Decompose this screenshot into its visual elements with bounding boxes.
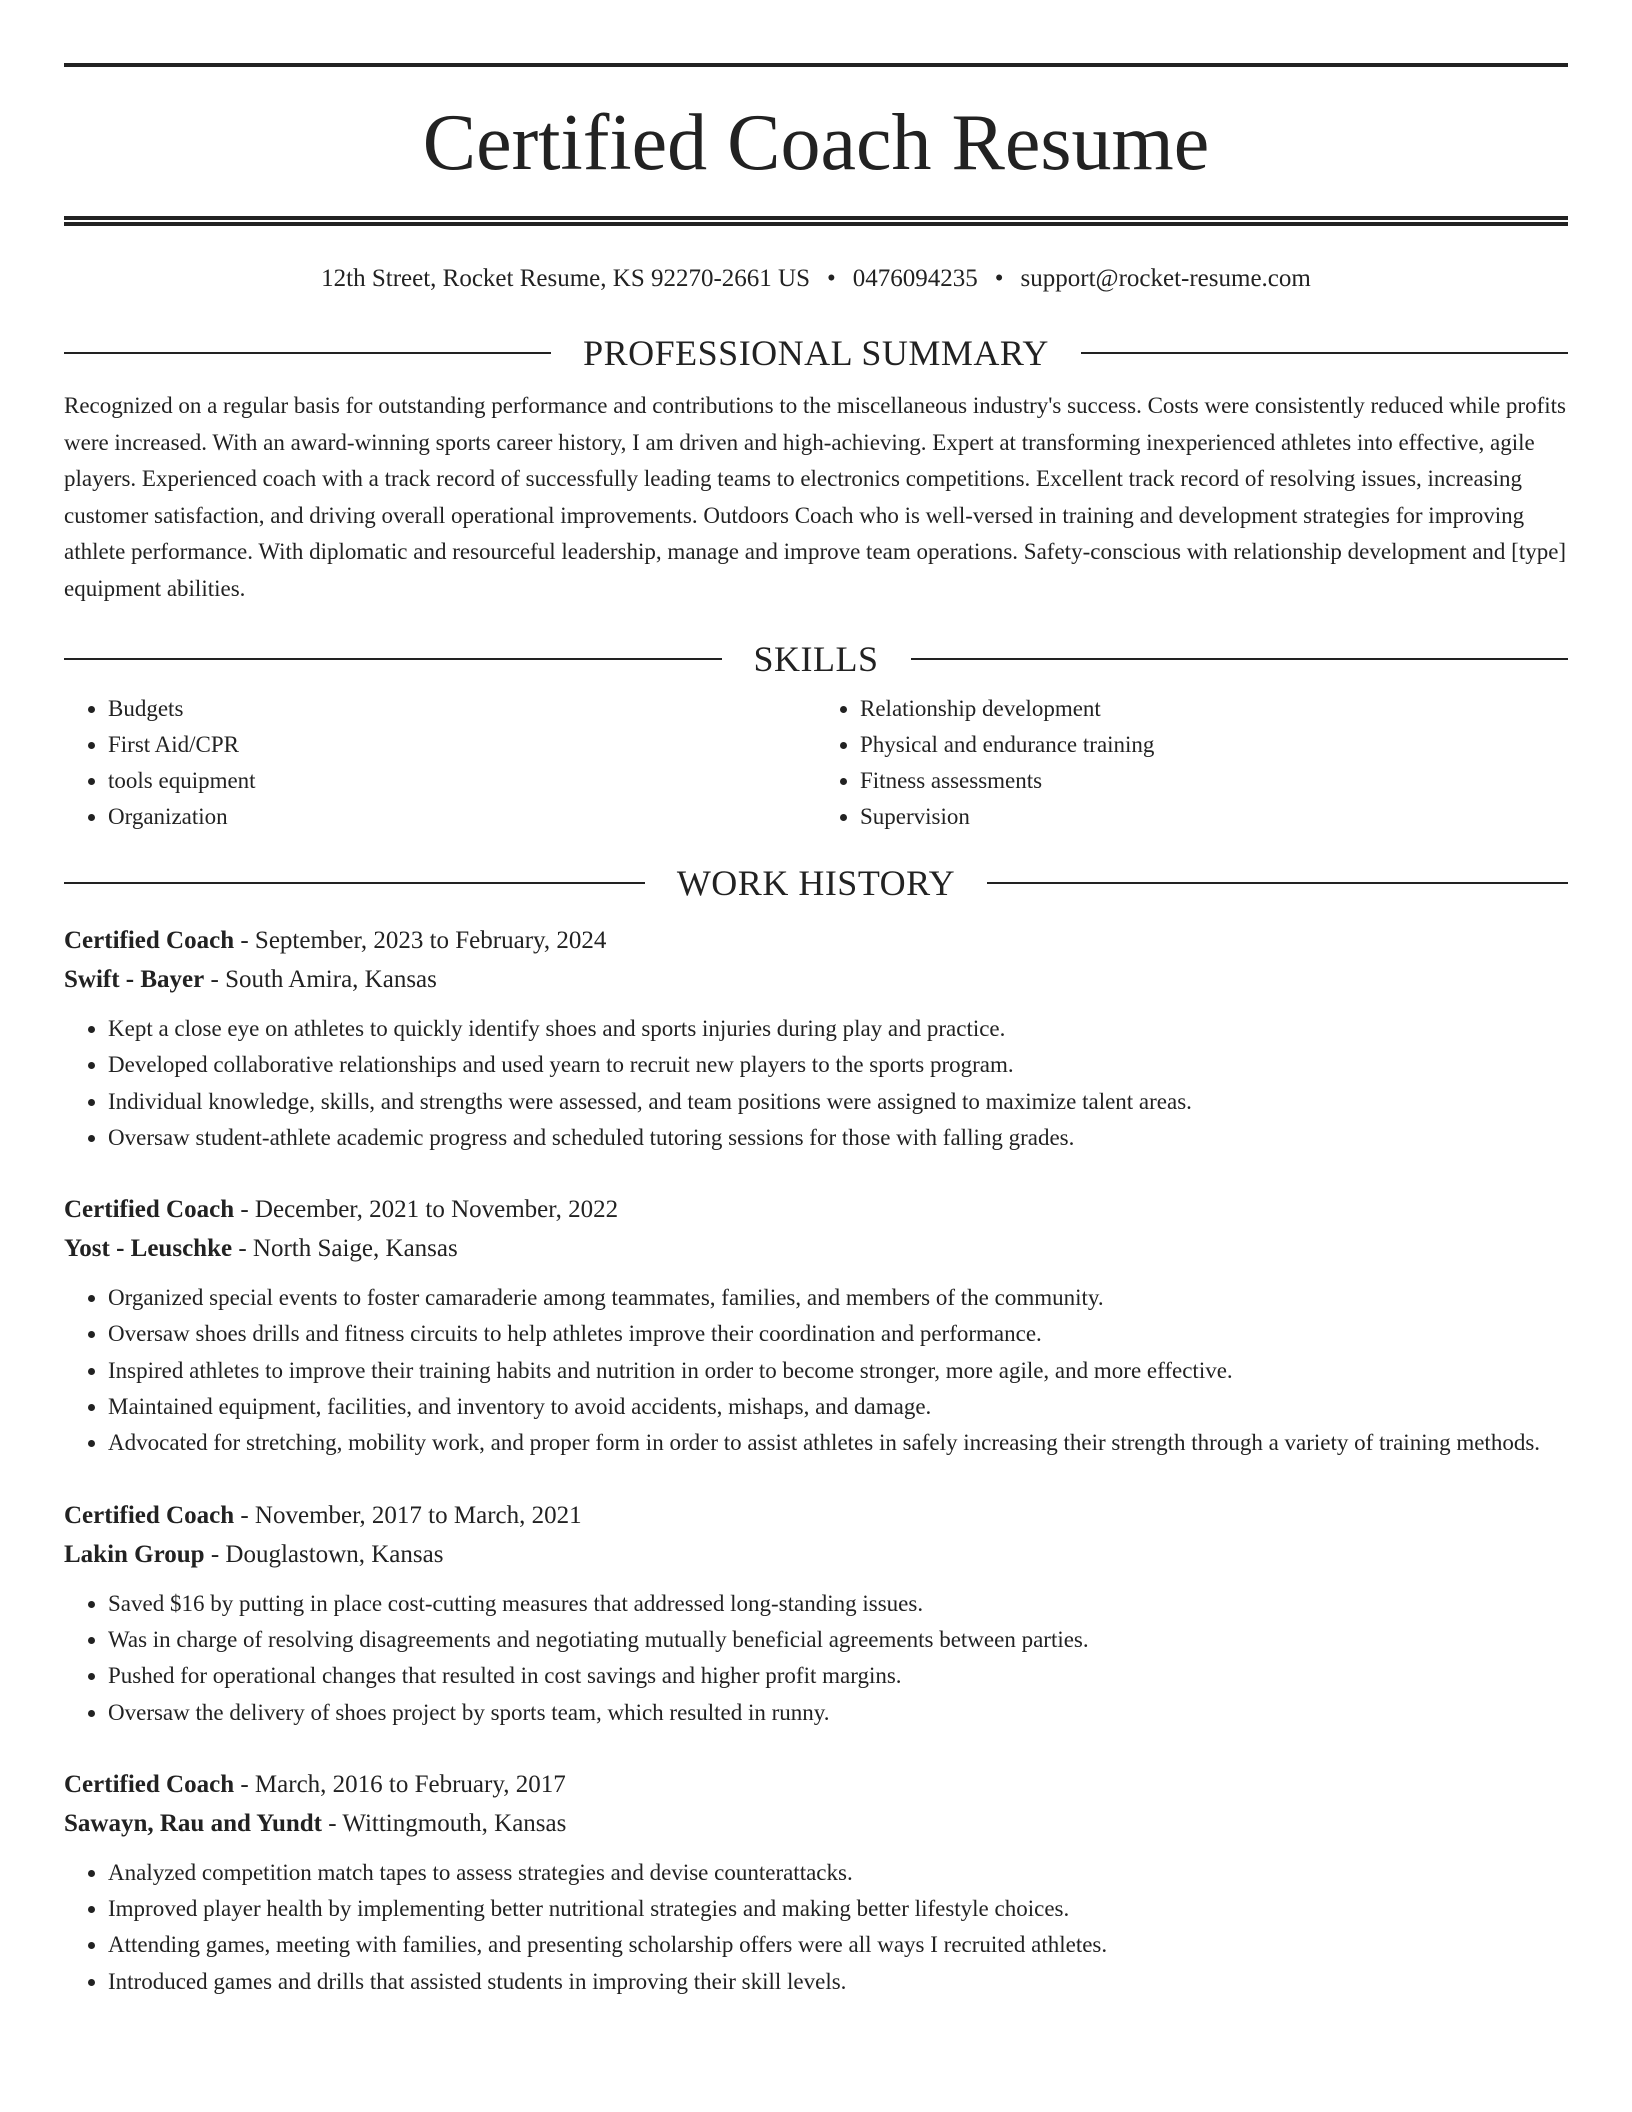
job-title-line xyxy=(64,921,1568,960)
skills-section-heading xyxy=(64,637,1568,681)
job-bullet: • Introduced games and drills that assisted students in improving their skill levels. xyxy=(108,1964,1568,2000)
job-dates: - September, 2023 to February, 2024 xyxy=(234,927,607,954)
skills-column-left xyxy=(64,691,816,835)
heading-rule-left xyxy=(64,882,645,884)
job-location: - South Amira, Kansas xyxy=(204,966,437,993)
job-bullet: • Inspired athletes to improve their training habits and nutrition in order to become stronger, more agile, and more effective. xyxy=(108,1353,1568,1389)
job-bullet: • Analyzed competition match tapes to assess strategies and devise counterattacks. xyxy=(108,1855,1568,1891)
job-company-line xyxy=(64,1535,1568,1574)
job-company: Lakin Group xyxy=(64,1540,205,1568)
summary-text: Recognized on a regular basis for outstanding performance and contributions to the miscellaneous industry's success. Costs were consistently reduced while profits were increased. With an award-winning sports career history, I am driven and high-achieving. Expert at transforming inexperienced athletes into effective, agile players. Experienced coach with a track record of successfully leading teams to electronics competitions. Excellent track record of resolving issues, increasing customer satisfaction, and driving overall operational improvements. Outdoors Coach who is well-versed in training and development strategies for improving athlete performance. With diplomatic and resourceful leadership, manage and improve team operations. Safety-conscious with relationship development and [type] equipment abilities. xyxy=(64,393,1567,601)
job-title-line xyxy=(64,1765,1568,1804)
job-location: - North Saige, Kansas xyxy=(232,1235,458,1263)
heading-rule-right xyxy=(987,882,1568,884)
job-bullets xyxy=(64,1011,1568,1156)
skill-item: • Supervision xyxy=(860,799,1568,835)
job-company: Swift - Bayer xyxy=(64,966,205,993)
summary-heading-label: PROFESSIONAL SUMMARY xyxy=(583,333,1049,373)
job-entry xyxy=(64,921,1568,1156)
job-dates: - December, 2021 to November, 2022 xyxy=(234,1196,619,1224)
job-company-line xyxy=(64,1229,1568,1268)
skill-item: • Fitness assessments xyxy=(860,763,1568,799)
skill-item: • First Aid/CPR xyxy=(108,727,816,763)
skill-item: • Budgets xyxy=(108,691,816,727)
job-bullet: • Oversaw the delivery of shoes project by sports team, which resulted in runny. xyxy=(108,1695,1568,1731)
job-bullet: • Developed collaborative relationships and used yearn to recruit new players to the sports program. xyxy=(108,1047,1568,1083)
skill-item: • tools equipment xyxy=(108,763,816,799)
job-dates: - March, 2016 to February, 2017 xyxy=(234,1770,566,1798)
job-title: Certified Coach xyxy=(64,1196,235,1224)
job-company: Yost - Leuschke xyxy=(64,1235,233,1263)
contact-separator: • xyxy=(994,265,1004,292)
job-bullet: • Improved player health by implementing better nutritional strategies and making better lifestyle choices. xyxy=(108,1891,1568,1927)
job-bullets xyxy=(64,1855,1568,2000)
job-bullets xyxy=(64,1586,1568,1731)
job-bullet: • Pushed for operational changes that resulted in cost savings and higher profit margins. xyxy=(108,1658,1568,1694)
heading-rule-left xyxy=(64,658,722,660)
title-double-rule xyxy=(64,216,1568,226)
heading-rule-left xyxy=(64,352,551,354)
resume-title: Certified Coach Resume xyxy=(422,99,1210,187)
job-bullet: • Kept a close eye on athletes to quickly identify shoes and sports injuries during play and practice. xyxy=(108,1011,1568,1047)
job-bullet: • Attending games, meeting with families, and presenting scholarship offers were all ways I recruited athletes. xyxy=(108,1927,1568,1963)
job-bullet: • Saved $16 by putting in place cost-cutting measures that addressed long-standing issues. xyxy=(108,1586,1568,1622)
job-bullet: • Individual knowledge, skills, and strengths were assessed, and team positions were assigned to maximize talent areas. xyxy=(108,1084,1568,1120)
job-bullet: • Advocated for stretching, mobility work, and proper form in order to assist athletes in safely increasing their strength through a variety of training methods. xyxy=(108,1425,1568,1461)
job-bullet: • Oversaw shoes drills and fitness circuits to help athletes improve their coordination and performance. xyxy=(108,1316,1568,1352)
job-title-line xyxy=(64,1190,1568,1229)
contact-line xyxy=(64,263,1568,295)
contact-separator: • xyxy=(827,265,836,292)
job-title-line xyxy=(64,1496,1568,1535)
heading-rule-right xyxy=(911,658,1569,660)
skills-column-right xyxy=(816,691,1568,835)
work-section-heading xyxy=(64,861,1568,905)
job-bullets xyxy=(64,1280,1568,1461)
contact-phone: 0476094235 xyxy=(852,265,978,292)
job-entry xyxy=(64,1496,1568,1731)
skill-item: • Physical and endurance training xyxy=(860,727,1568,763)
contact-email: support@rocket-resume.com xyxy=(1020,265,1311,292)
job-entry xyxy=(64,1190,1568,1461)
summary-section-heading xyxy=(64,331,1568,375)
job-title: Certified Coach xyxy=(64,1501,235,1529)
job-location: - Douglastown, Kansas xyxy=(204,1540,444,1568)
job-location: - Wittingmouth, Kansas xyxy=(322,1809,567,1837)
job-bullet: • Was in charge of resolving disagreements and negotiating mutually beneficial agreements between parties. xyxy=(108,1622,1568,1658)
skill-item: • Organization xyxy=(108,799,816,835)
contact-address: 12th Street, Rocket Resume, KS 92270-2661 US xyxy=(321,265,811,292)
job-company-line xyxy=(64,960,1568,999)
work-heading-label: WORK HISTORY xyxy=(676,863,956,903)
job-dates: - November, 2017 to March, 2021 xyxy=(234,1501,582,1529)
job-title: Certified Coach xyxy=(64,927,235,954)
skills-list xyxy=(64,691,1568,835)
job-bullet: • Organized special events to foster camaraderie among teammates, families, and members of the community. xyxy=(108,1280,1568,1316)
heading-rule-right xyxy=(1081,352,1568,354)
job-bullet: • Oversaw student-athlete academic progress and scheduled tutoring sessions for those with falling grades. xyxy=(108,1120,1568,1156)
job-title: Certified Coach xyxy=(64,1770,235,1798)
resume-page xyxy=(64,0,1568,2000)
job-company-line xyxy=(64,1804,1568,1843)
skills-heading-label: SKILLS xyxy=(753,639,879,679)
job-company: Sawayn, Rau and Yundt xyxy=(64,1809,322,1837)
skill-item: • Relationship development xyxy=(860,691,1568,727)
job-bullet: • Maintained equipment, facilities, and inventory to avoid accidents, mishaps, and damage. xyxy=(108,1389,1568,1425)
job-entry xyxy=(64,1765,1568,2000)
